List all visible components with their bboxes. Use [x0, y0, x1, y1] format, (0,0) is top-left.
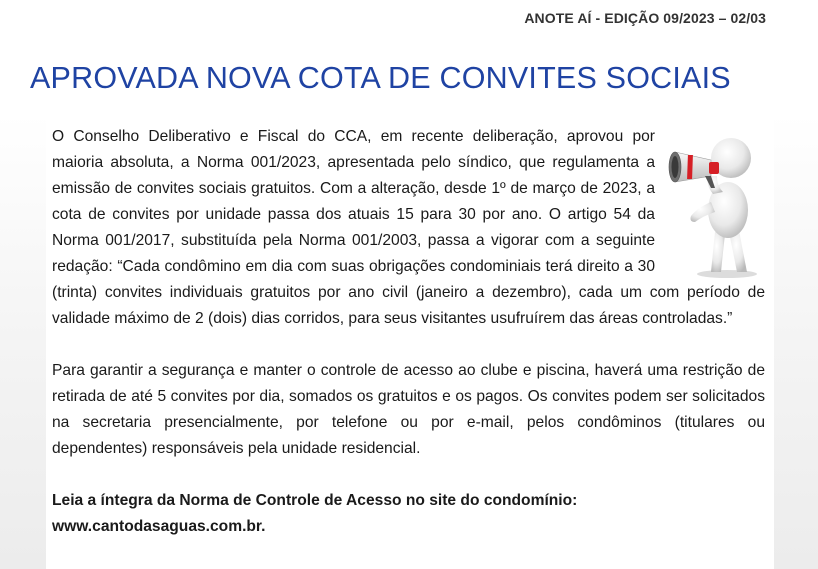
- paragraph-1: O Conselho Deliberativo e Fiscal do CCA, em recente deliberação, aprovou por maioria absoluta, a Norma 001/2023, apresentada pelo síndico, que regulamenta a emissão de convites sociais gratuitos. Com a alteração, desde 1º de março de 2023, a cota de convites por unidade passa dos atuais 15 para 30 por ano. O artigo 54 da Norma 001/2017, substituída pela Norma 001/2003, passa a vigorar com a seguinte redação: “Cada condômino em dia com suas obrigações condominiais terá direito a 30 (trinta) convites individuais gratuitos por ano civil (janeiro a dezembro), cada um com período de validade máximo de 2 (dois) dias corridos, para seus visitantes usufruírem das áreas controladas.”: [52, 128, 765, 327]
- paragraph-2: Para garantir a segurança e manter o controle de acesso ao clube e piscina, haverá uma restrição de retirada de até 5 convites por dia, somados os gratuitos e os pagos. Os convites podem ser solicitados na secretaria presencialmente, por telefone ou por e-mail, pelos condôminos (titulares ou dependentes) responsáveis pela unidade residencial.: [52, 362, 765, 457]
- article-body: [46, 118, 774, 569]
- article-title: APROVADA NOVA COTA DE CONVITES SOCIAIS: [30, 61, 731, 95]
- closing-line: Leia a íntegra da Norma de Controle de Acesso no site do condomínio:: [52, 492, 578, 509]
- closing-note: [52, 488, 765, 540]
- megaphone-figure-icon: [665, 124, 765, 280]
- article-text: [52, 124, 765, 540]
- edition-label: ANOTE AÍ - EDIÇÃO 09/2023 – 02/03: [524, 10, 766, 26]
- site-url: www.cantodasaguas.com.br.: [52, 518, 266, 535]
